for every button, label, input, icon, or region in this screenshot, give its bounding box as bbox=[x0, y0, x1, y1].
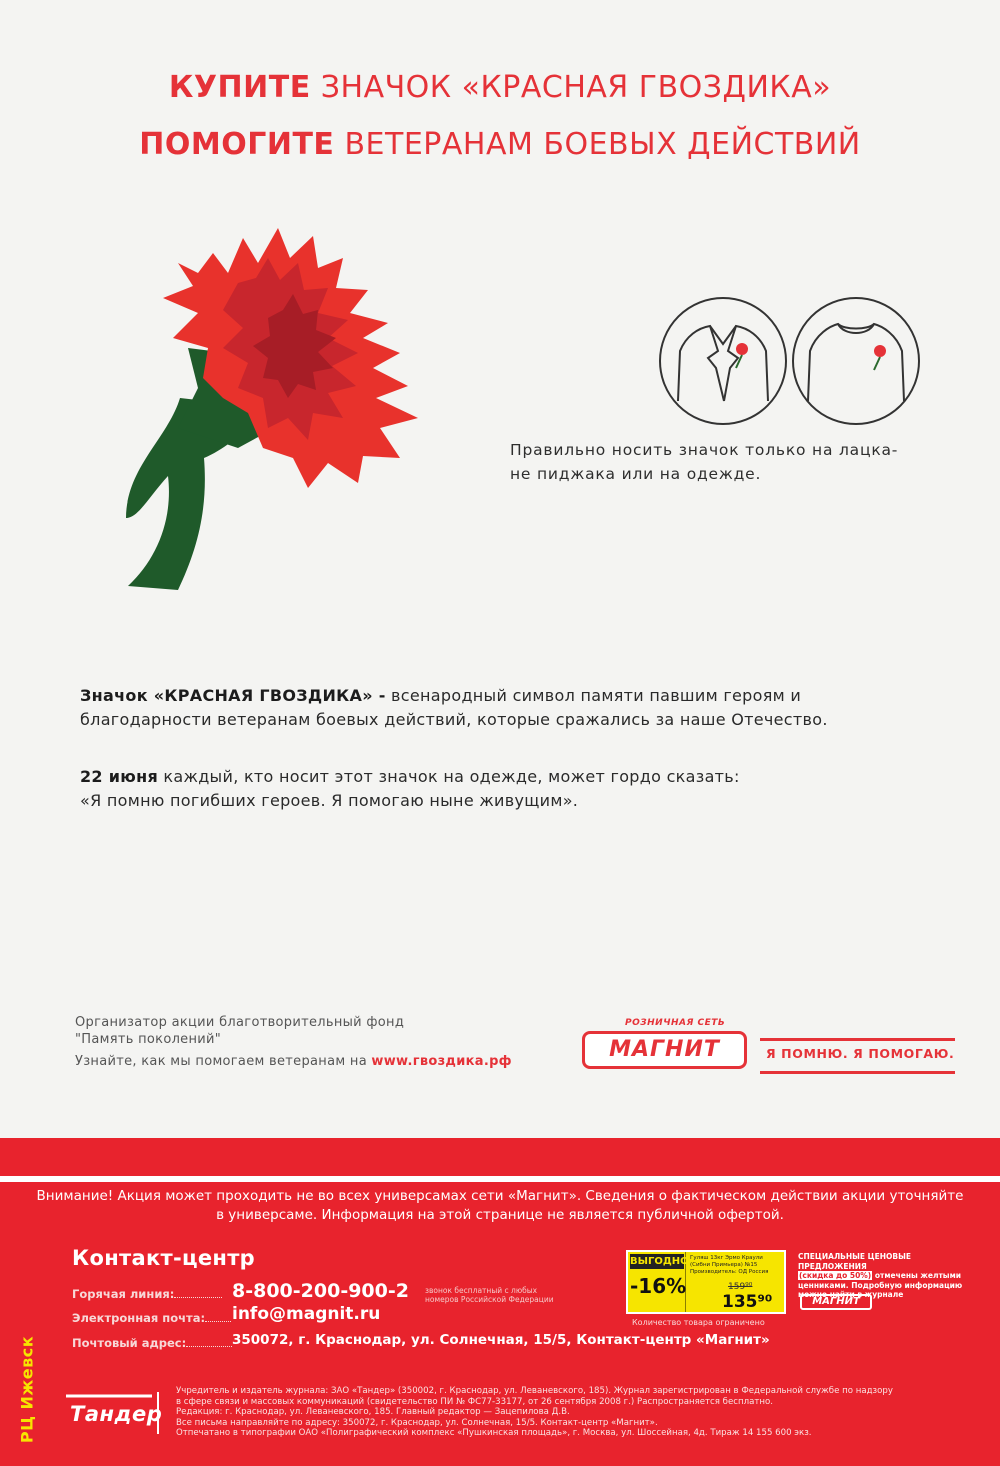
hotline-free-note: звонок бесплатный с любых номеров Российской Федерации bbox=[425, 1286, 554, 1304]
special-offers-note bbox=[798, 1252, 968, 1300]
region-label bbox=[12, 1335, 42, 1448]
imprint-line: Отпечатано в типографии ОАО «Полиграфический комплекс «Пушкинская площадь», г. Москва, ул. Шоссейная, 4д. Тираж 14 155 600 экз. bbox=[176, 1428, 812, 1439]
organizer-link-text: Узнайте, как мы помогаем ветеранам на bbox=[75, 1054, 372, 1069]
sample-price-tag bbox=[626, 1250, 786, 1314]
headline-badge-name: ЗНАЧОК «КРАСНАЯ ГВОЗДИКА» bbox=[320, 70, 832, 105]
headline-buy: КУПИТЕ bbox=[168, 70, 311, 105]
website-link[interactable]: www.гвоздика.рф bbox=[371, 1054, 512, 1069]
headline-line-1 bbox=[0, 70, 1000, 105]
region-text: РЦ Ижевск bbox=[17, 1335, 37, 1444]
shirt-diagram bbox=[793, 298, 919, 424]
promo-notice-line-1: Внимание! Акция может проходить не во всех универсамах сети «Магнит». Сведения о фактическом действии акции уточняйте bbox=[36, 1188, 964, 1204]
jacket-carnation-mark bbox=[736, 343, 748, 355]
june-paragraph bbox=[80, 765, 960, 813]
email-label: Электронная почта: bbox=[72, 1311, 206, 1325]
tag-discount-panel bbox=[628, 1252, 689, 1312]
contact-center-title: Контакт-центр bbox=[72, 1246, 256, 1270]
postal-address: 350072, г. Краснодар, ул. Солнечная, 15/5, Контакт-центр «Магнит» bbox=[232, 1332, 770, 1348]
footer-divider bbox=[0, 1176, 1000, 1182]
special-offers-highlight: (скидка до 50%) bbox=[799, 1271, 872, 1280]
special-offers-title: СПЕЦИАЛЬНЫЕ ЦЕНОВЫЕ ПРЕДЛОЖЕНИЯ bbox=[798, 1252, 912, 1271]
headline-line-2 bbox=[0, 127, 1000, 162]
symbol-paragraph-bold: Значок «КРАСНАЯ ГВОЗДИКА» - bbox=[80, 686, 386, 705]
organizer-line-1: Организатор акции благотворительный фонд bbox=[75, 1015, 405, 1030]
organizer-note bbox=[75, 1014, 545, 1048]
shirt-carnation-mark bbox=[874, 345, 886, 357]
promo-notice bbox=[20, 1187, 980, 1225]
magnit-logo-subtitle: РОЗНИЧНАЯ СЕТЬ bbox=[625, 1018, 726, 1028]
organizer-line-2: "Память поколений" bbox=[75, 1032, 222, 1047]
tag-discount: -16% bbox=[630, 1274, 687, 1298]
garment-diagrams bbox=[658, 296, 920, 426]
tag-product-text: Гуляш 13кг Эрмо Краули (Сибни Примьера) №15 Производитель: ОД Россия bbox=[690, 1255, 769, 1275]
carnation-illustration bbox=[118, 218, 458, 603]
imprint-line: Редакция: г. Краснодар, ул. Леваневского, 185. Главный редактор — Зацепилова Д.В. bbox=[176, 1407, 570, 1418]
hotline-number[interactable]: 8-800-200-900-2 bbox=[232, 1280, 409, 1302]
tag-old-price: 159⁹⁰ bbox=[728, 1282, 753, 1292]
symbol-paragraph-rest: всенародный символ памяти павшим героям и bbox=[385, 686, 802, 705]
imprint-line: Все письма направляйте по адресу: 350072, г. Краснодар, ул. Солнечная, 15/5. Контакт-центр «Магнит». bbox=[176, 1417, 658, 1428]
wear-caption-line-2: не пиджака или на одежде. bbox=[510, 465, 762, 483]
tag-caption: Количество товара ограничено bbox=[632, 1318, 765, 1327]
symbol-paragraph-line-2: благодарности ветеранам боевых действий, которые сражались за наше Отечество. bbox=[80, 710, 828, 729]
email-address[interactable]: info@magnit.ru bbox=[232, 1304, 381, 1324]
publisher-imprint bbox=[176, 1386, 986, 1439]
june-paragraph-date: 22 июня bbox=[80, 767, 159, 786]
hotline-label: Горячая линия: bbox=[72, 1287, 175, 1301]
magnit-logo-text: МАГНИТ bbox=[609, 1037, 720, 1062]
imprint-line: Учредитель и издатель журнала: ЗАО «Тандер» (350002, г. Краснодар, ул. Леваневского, 185). Журнал зарегистрирован в Федеральной службе по надзору bbox=[176, 1386, 893, 1396]
wear-caption bbox=[510, 438, 940, 486]
tag-new-price: 135⁹⁰ bbox=[722, 1292, 773, 1312]
headline-help: ПОМОГИТЕ bbox=[139, 127, 335, 162]
imprint-line: в сфере связи и массовых коммуникаций (свидетельство ПИ № ФС77-33177, от 26 сентября 2008 г.) Распространяется бесплатно. bbox=[176, 1396, 773, 1407]
june-paragraph-rest: каждый, кто носит этот значок на одежде, может гордо сказать: bbox=[158, 767, 740, 786]
postal-label-row bbox=[72, 1336, 232, 1350]
june-paragraph-quote: «Я помню погибших героев. Я помогаю ныне живущим». bbox=[80, 791, 579, 810]
special-offers-text: отмечены желтыми ценниками. Подробную информацию можно найти в журнале bbox=[798, 1271, 963, 1299]
promo-notice-line-2: в универсаме. Информация на этой странице не является публичной офертой. bbox=[216, 1207, 784, 1223]
email-label-row bbox=[72, 1311, 231, 1325]
special-offers-magnit-logo: МАГНИТ bbox=[800, 1294, 872, 1310]
postal-label: Почтовый адрес: bbox=[72, 1336, 187, 1350]
headline-veterans: ВЕТЕРАНАМ БОЕВЫХ ДЕЙСТВИЙ bbox=[344, 127, 861, 162]
wear-caption-line-1: Правильно носить значок только на лацка- bbox=[510, 441, 899, 459]
symbol-paragraph bbox=[80, 684, 960, 732]
magnit-logo bbox=[582, 1031, 747, 1069]
organizer-link-line bbox=[75, 1054, 512, 1069]
hotline-label-row bbox=[72, 1287, 222, 1301]
jacket-diagram bbox=[660, 298, 786, 424]
tag-label: ВЫГОДНО bbox=[630, 1256, 689, 1267]
tander-logo: Тандер bbox=[70, 1402, 163, 1426]
slogan: Я ПОМНЮ. Я ПОМОГАЮ. bbox=[766, 1046, 955, 1061]
